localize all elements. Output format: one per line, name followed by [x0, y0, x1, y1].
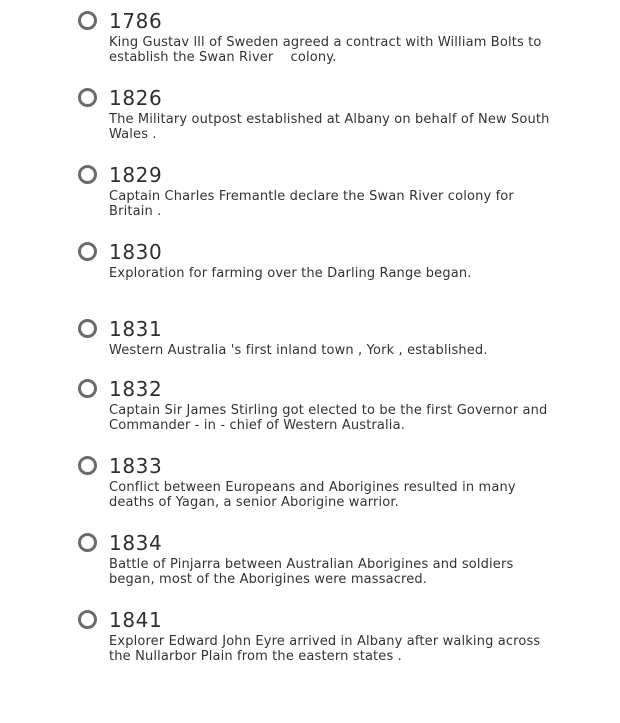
event-description: Conflict between Europeans and Aborigines resulted in many deaths of Yagan, a senior Aborigine warrior. — [109, 480, 520, 510]
event-year: 1830 — [109, 240, 163, 264]
event-year: 1833 — [109, 454, 163, 478]
circle-marker-icon — [78, 456, 97, 475]
event-description: King Gustav lll of Sweden agreed a contract with William Bolts to establish the Swan River colony. — [109, 35, 546, 65]
event-year: 1829 — [109, 163, 163, 187]
event-year: 1841 — [109, 608, 163, 632]
event-year: 1834 — [109, 531, 163, 555]
circle-marker-icon — [78, 533, 97, 552]
event-description: Captain Sir James Stirling got elected to be the first Governor and Commander - in - chief of Western Australia. — [109, 403, 552, 433]
event-description: Battle of Pinjarra between Australian Aborigines and soldiers began, most of the Aborigines were massacred. — [109, 557, 518, 587]
event-description: Explorer Edward John Eyre arrived in Albany after walking across the Nullarbor Plain from the eastern states . — [109, 634, 545, 664]
event-year: 1831 — [109, 317, 163, 341]
circle-marker-icon — [78, 610, 97, 629]
circle-marker-icon — [78, 11, 97, 30]
event-year: 1826 — [109, 86, 163, 110]
event-description: Captain Charles Fremantle declare the Swan River colony for Britain . — [109, 189, 519, 219]
circle-marker-icon — [78, 88, 97, 107]
event-description: The Military outpost established at Albany on behalf of New South Wales . — [109, 112, 554, 142]
event-year: 1786 — [109, 9, 163, 33]
event-description: Western Australia 's first inland town , York , established. — [109, 343, 488, 358]
circle-marker-icon — [78, 242, 97, 261]
event-year: 1832 — [109, 377, 163, 401]
circle-marker-icon — [78, 165, 97, 184]
circle-marker-icon — [78, 319, 97, 338]
event-description: Exploration for farming over the Darling Range began. — [109, 266, 472, 281]
circle-marker-icon — [78, 379, 97, 398]
